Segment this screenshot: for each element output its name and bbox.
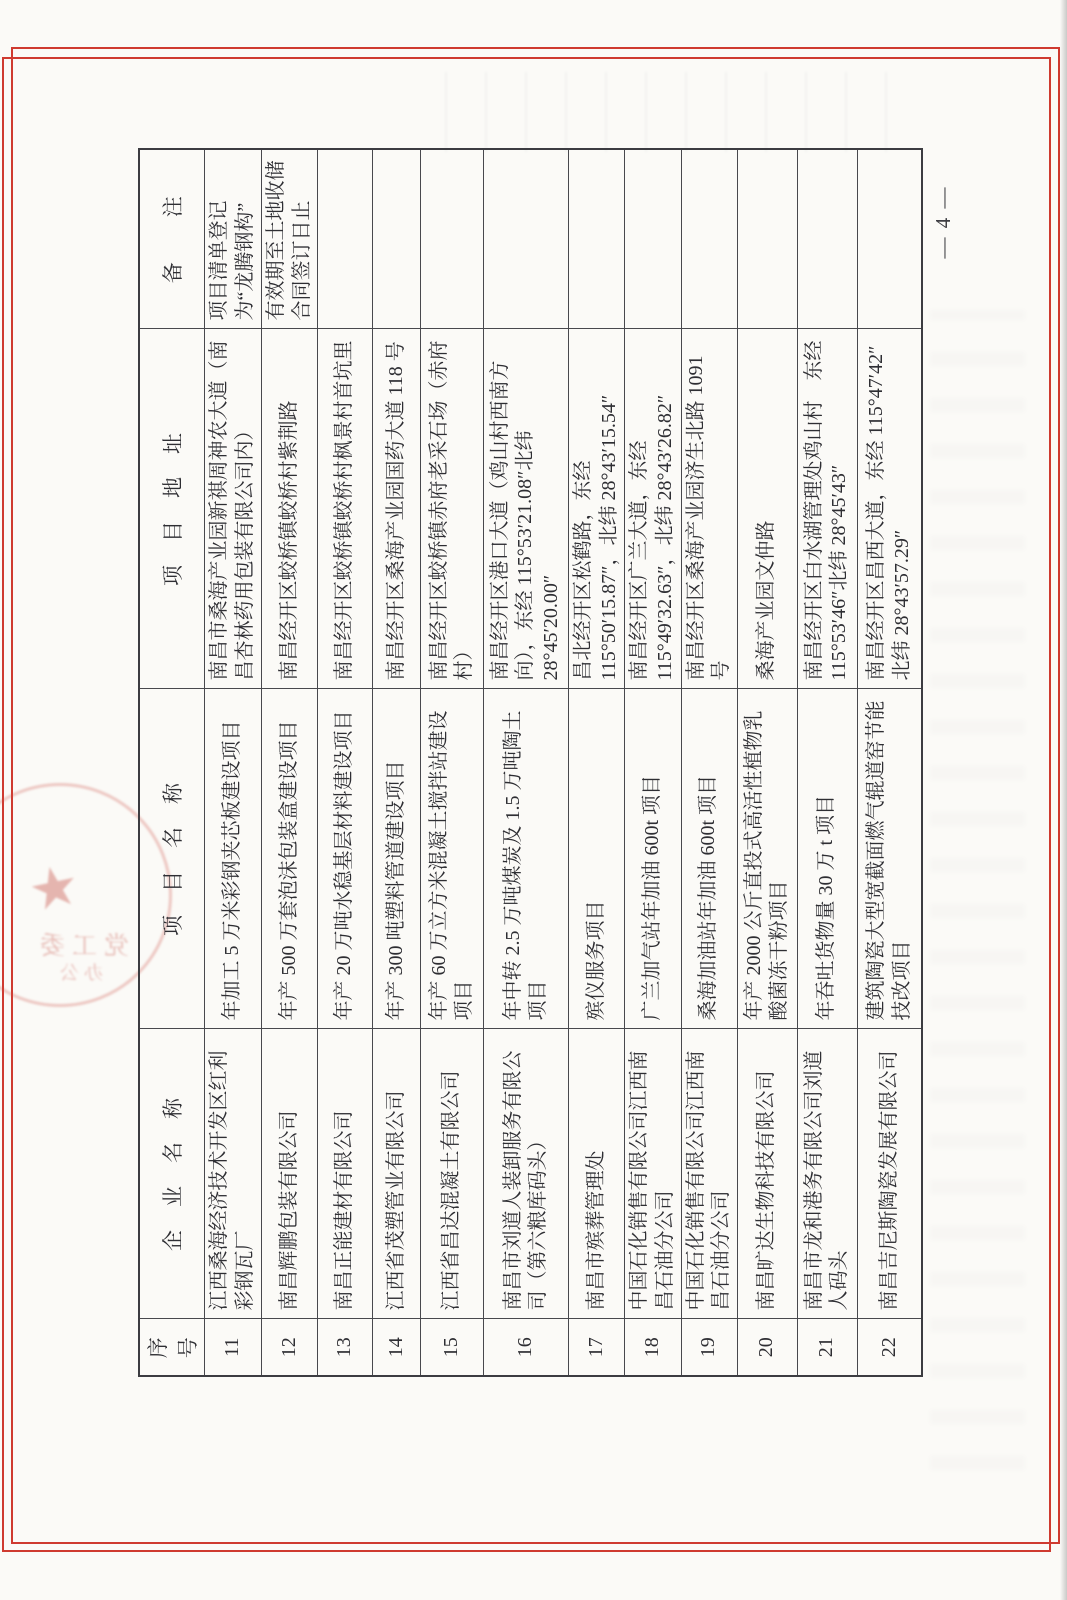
cell-company: 江西桑海经济技术开发区红利彩钢瓦厂 bbox=[205, 1029, 262, 1319]
cell-note: 项目清单登记为“龙腾钢构” bbox=[205, 149, 262, 329]
table-row bbox=[857, 149, 922, 1376]
cell-note bbox=[318, 149, 373, 329]
page-bleed-artifact-right bbox=[930, 310, 1025, 1470]
cell-project: 年产 20 万吨水稳基层材料建设项目 bbox=[318, 689, 373, 1029]
table-row bbox=[737, 149, 797, 1376]
cell-note bbox=[681, 149, 737, 329]
table-row bbox=[421, 149, 484, 1376]
cell-index: 21 bbox=[797, 1319, 857, 1376]
cell-note bbox=[797, 149, 857, 329]
cell-project: 年产 300 吨塑料管道建设项目 bbox=[373, 689, 421, 1029]
cell-note bbox=[737, 149, 797, 329]
project-approval-table bbox=[138, 148, 923, 1377]
table-row bbox=[318, 149, 373, 1376]
cell-index: 11 bbox=[205, 1319, 262, 1376]
cell-index: 22 bbox=[857, 1319, 922, 1376]
cell-note bbox=[373, 149, 421, 329]
cell-project: 殡仪服务项目 bbox=[569, 689, 625, 1029]
cell-note bbox=[857, 149, 922, 329]
cell-project: 年产 500 万套泡沫包装盒建设项目 bbox=[262, 689, 318, 1029]
cell-address: 南昌市桑海产业园新祺周神农大道（南昌杏林药用包装有限公司内） bbox=[205, 329, 262, 689]
table-row bbox=[373, 149, 421, 1376]
cell-company: 中国石化销售有限公司江西南昌石油分公司 bbox=[625, 1029, 681, 1319]
cell-project: 年产 2000 公斤直投式高活性植物乳酸菌冻干粉项目 bbox=[737, 689, 797, 1029]
star-icon: ★ bbox=[22, 851, 86, 926]
table-row bbox=[205, 149, 262, 1376]
cell-index: 19 bbox=[681, 1319, 737, 1376]
seal-text-line1: 党工委 bbox=[33, 933, 130, 960]
cell-company: 江西省茂塑管业有限公司 bbox=[373, 1029, 421, 1319]
cell-index: 17 bbox=[569, 1319, 625, 1376]
cell-address: 南昌经开区白水湖管理处鸡山村 东经 115°53′46″北纬 28°45′43″ bbox=[797, 329, 857, 689]
rotated-table-container bbox=[138, 150, 913, 1377]
header-note: 备 注 bbox=[139, 149, 205, 329]
cell-note bbox=[484, 149, 569, 329]
cell-company: 南昌市刘道人装卸服务有限公司（第六粮库码头） bbox=[484, 1029, 569, 1319]
cell-address: 南昌经开区广兰大道，东经 115°49′32.63″，北纬 28°43′26.82″ bbox=[625, 329, 681, 689]
header-address: 项 目 地 址 bbox=[139, 329, 205, 689]
cell-index: 13 bbox=[318, 1319, 373, 1376]
scan-edge-shadow bbox=[1060, 0, 1067, 1600]
header-row bbox=[139, 149, 205, 1376]
table-row bbox=[681, 149, 737, 1376]
table-row bbox=[484, 149, 569, 1376]
cell-company: 南昌正能建材有限公司 bbox=[318, 1029, 373, 1319]
cell-company: 南昌旷达生物科技有限公司 bbox=[737, 1029, 797, 1319]
cell-company: 中国石化销售有限公司江西南昌石油分公司 bbox=[681, 1029, 737, 1319]
cell-project: 广兰加气站年加油 600t 项目 bbox=[625, 689, 681, 1029]
cell-address: 南昌经开区昌西大道，东经 115°47′42″北纬 28°43′57.29″ bbox=[857, 329, 922, 689]
table-row bbox=[797, 149, 857, 1376]
cell-note: 有效期至土地收储合同签订日止 bbox=[262, 149, 318, 329]
cell-company: 南昌市殡葬管理处 bbox=[569, 1029, 625, 1319]
cell-note bbox=[625, 149, 681, 329]
cell-address: 南昌经开区港口大道（鸡山村西南方向），东经 115°53′21.08″北纬 28°45′20.00″ bbox=[484, 329, 569, 689]
cell-address: 昌北经开区松鹤路，东经 115°50′15.87″，北纬 28°43′15.54″ bbox=[569, 329, 625, 689]
cell-address: 南昌经开区蛟桥镇蛟桥村枫景村首坑里 bbox=[318, 329, 373, 689]
cell-index: 14 bbox=[373, 1319, 421, 1376]
page-number: — 4 — bbox=[931, 185, 955, 259]
cell-project: 年中转 2.5 万吨煤炭及 1.5 万吨陶土项目 bbox=[484, 689, 569, 1029]
header-index: 序号 bbox=[139, 1319, 205, 1376]
header-company: 企 业 名 称 bbox=[139, 1029, 205, 1319]
cell-note bbox=[569, 149, 625, 329]
seal-text-line2: 办公 bbox=[55, 963, 104, 984]
cell-project: 建筑陶瓷大型宽截面燃气辊道窑节能技改项目 bbox=[857, 689, 922, 1029]
cell-company: 南昌吉尼斯陶瓷发展有限公司 bbox=[857, 1029, 922, 1319]
cell-address: 南昌经开区桑海产业园济生北路 1091 号 bbox=[681, 329, 737, 689]
cell-address: 南昌经开区蛟桥镇赤府老采石场（赤府村） bbox=[421, 329, 484, 689]
cell-index: 12 bbox=[262, 1319, 318, 1376]
cell-address: 南昌经开区蛟桥镇蛟桥村紫荆路 bbox=[262, 329, 318, 689]
cell-address: 南昌经开区桑海产业园国药大道 118 号 bbox=[373, 329, 421, 689]
header-project: 项 目 名 称 bbox=[139, 689, 205, 1029]
cell-project: 年吞吐货物量 30 万 t 项目 bbox=[797, 689, 857, 1029]
cell-index: 16 bbox=[484, 1319, 569, 1376]
cell-company: 江西省昌达混凝土有限公司 bbox=[421, 1029, 484, 1319]
cell-project: 年产 60 万立方米混凝土搅拌站建设项目 bbox=[421, 689, 484, 1029]
cell-index: 18 bbox=[625, 1319, 681, 1376]
cell-index: 20 bbox=[737, 1319, 797, 1376]
cell-company: 南昌市龙和港务有限公司刘道人码头 bbox=[797, 1029, 857, 1319]
cell-index: 15 bbox=[421, 1319, 484, 1376]
cell-project: 桑海加油站年加油 600t 项目 bbox=[681, 689, 737, 1029]
cell-address: 桑海产业园文仲路 bbox=[737, 329, 797, 689]
page-bleed-artifact-top bbox=[445, 72, 900, 152]
cell-project: 年加工 5 万米彩钢夹芯板建设项目 bbox=[205, 689, 262, 1029]
table-row bbox=[262, 149, 318, 1376]
table-row bbox=[625, 149, 681, 1376]
cell-company: 南昌辉鹏包装有限公司 bbox=[262, 1029, 318, 1319]
cell-note bbox=[421, 149, 484, 329]
table-row bbox=[569, 149, 625, 1376]
